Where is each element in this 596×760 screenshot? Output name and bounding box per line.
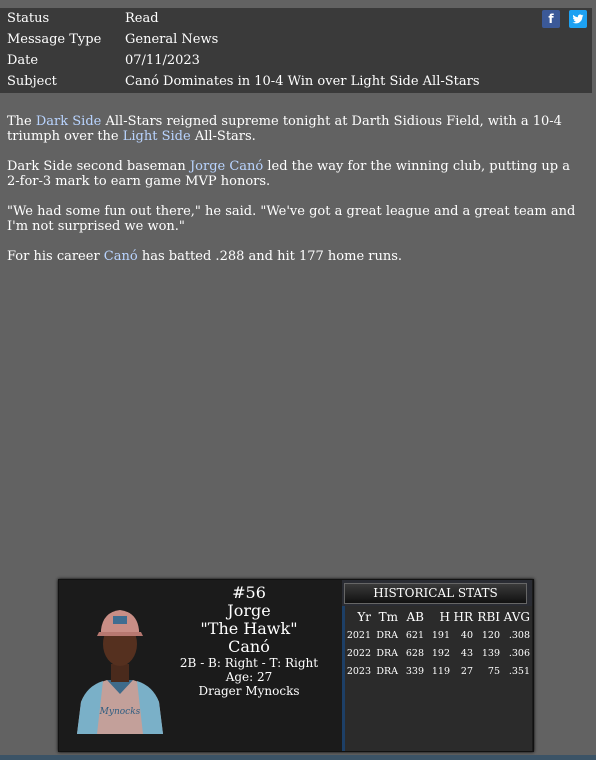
col-rbi: RBI bbox=[477, 610, 500, 624]
player-nickname: "The Hawk" bbox=[200, 619, 298, 638]
stat-cell: 2022 bbox=[346, 647, 371, 659]
table-row bbox=[346, 626, 530, 644]
p4-text-b: has batted .288 and hit 177 home runs. bbox=[137, 249, 403, 264]
stats-header-row bbox=[346, 608, 530, 626]
table-row bbox=[346, 644, 530, 662]
article-paragraph-1 bbox=[7, 114, 582, 144]
stat-cell: 2021 bbox=[346, 629, 371, 641]
player-team[interactable]: Drager Mynocks bbox=[198, 684, 300, 698]
twitter-icon[interactable] bbox=[569, 10, 587, 28]
player-card bbox=[58, 579, 534, 752]
stats-edge-stripe bbox=[342, 606, 345, 751]
stat-cell: .308 bbox=[508, 629, 530, 641]
stat-cell: 119 bbox=[431, 665, 450, 677]
message-type-label: Message Type bbox=[7, 32, 102, 47]
col-h: H bbox=[439, 610, 450, 624]
stat-cell[interactable]: DRA bbox=[376, 665, 398, 677]
p1-text-a: The bbox=[7, 114, 36, 129]
stat-cell: 120 bbox=[481, 629, 500, 641]
stat-cell: .306 bbox=[508, 647, 530, 659]
col-yr: Yr bbox=[357, 610, 371, 624]
message-type-row bbox=[0, 29, 592, 50]
status-label: Status bbox=[7, 11, 50, 26]
col-hr: HR bbox=[453, 610, 473, 624]
stat-cell: 192 bbox=[431, 647, 450, 659]
player-age: Age: 27 bbox=[225, 670, 273, 684]
stat-cell: 139 bbox=[481, 647, 500, 659]
p2-text-b: led the way for the winning club, putting up a 2-for-3 mark to earn game MVP honors. bbox=[7, 159, 570, 189]
player-number: #56 bbox=[232, 583, 266, 602]
stat-cell: 628 bbox=[405, 647, 424, 659]
message-type-value: General News bbox=[125, 32, 219, 47]
subject-value: Canó Dominates in 10-4 Win over Light Side All-Stars bbox=[125, 74, 480, 89]
stats-table bbox=[346, 608, 530, 680]
col-tm: Tm bbox=[378, 610, 398, 624]
stat-cell[interactable]: DRA bbox=[376, 629, 398, 641]
article-paragraph-3: "We had some fun out there," he said. "We've got a great league and a great team and I'm not surprised we won." bbox=[7, 204, 576, 234]
player-position: 2B - B: Right - T: Right bbox=[179, 656, 319, 670]
player-photo[interactable] bbox=[73, 598, 167, 734]
stat-cell: 43 bbox=[460, 647, 473, 659]
stat-cell: 339 bbox=[405, 665, 424, 677]
player-last-name: Canó bbox=[228, 637, 270, 656]
p4-text-a: For his career bbox=[7, 249, 104, 264]
historical-stats-title: HISTORICAL STATS bbox=[344, 583, 527, 604]
p1-text-b: All-Stars reigned supreme tonight at Darth Sidious Field, with a 10-4 triumph over the bbox=[7, 114, 562, 144]
historical-stats-panel bbox=[342, 580, 532, 751]
dark-side-link[interactable]: Dark Side bbox=[35, 114, 102, 129]
date-row bbox=[0, 50, 592, 71]
bottom-bar bbox=[0, 755, 596, 760]
p2-text-a: Dark Side second baseman bbox=[7, 159, 190, 174]
date-label: Date bbox=[7, 53, 39, 68]
twitter-bird-glyph bbox=[572, 13, 584, 25]
player-link-jorge-cano[interactable]: Jorge Canó bbox=[189, 159, 264, 174]
article-body bbox=[7, 114, 582, 279]
status-value: Read bbox=[125, 11, 159, 26]
stat-cell: 40 bbox=[460, 629, 473, 641]
stat-cell: 2023 bbox=[346, 665, 371, 677]
facebook-icon[interactable]: f bbox=[542, 10, 560, 28]
article-paragraph-2 bbox=[7, 159, 582, 189]
stat-cell: .351 bbox=[508, 665, 530, 677]
player-link-cano[interactable]: Canó bbox=[103, 249, 138, 264]
stats-body bbox=[342, 606, 532, 751]
subject-row bbox=[0, 71, 592, 92]
stat-cell: 27 bbox=[460, 665, 473, 677]
subject-label: Subject bbox=[7, 74, 57, 89]
player-first-name: Jorge bbox=[227, 601, 271, 620]
col-ab: AB bbox=[406, 610, 424, 624]
p1-text-c: All-Stars. bbox=[190, 129, 256, 144]
stat-cell[interactable]: DRA bbox=[376, 647, 398, 659]
jersey-wordmark: Mynocks bbox=[99, 707, 141, 717]
message-header bbox=[0, 8, 592, 93]
status-row bbox=[0, 8, 592, 29]
stat-cell: 621 bbox=[405, 629, 424, 641]
stat-cell: 75 bbox=[487, 665, 500, 677]
col-avg: AVG bbox=[503, 610, 530, 624]
light-side-link[interactable]: Light Side bbox=[122, 129, 191, 144]
date-value: 07/11/2023 bbox=[125, 53, 200, 68]
article-paragraph-4 bbox=[7, 249, 582, 264]
stat-cell: 191 bbox=[431, 629, 450, 641]
table-row bbox=[346, 662, 530, 680]
player-info bbox=[179, 584, 319, 698]
